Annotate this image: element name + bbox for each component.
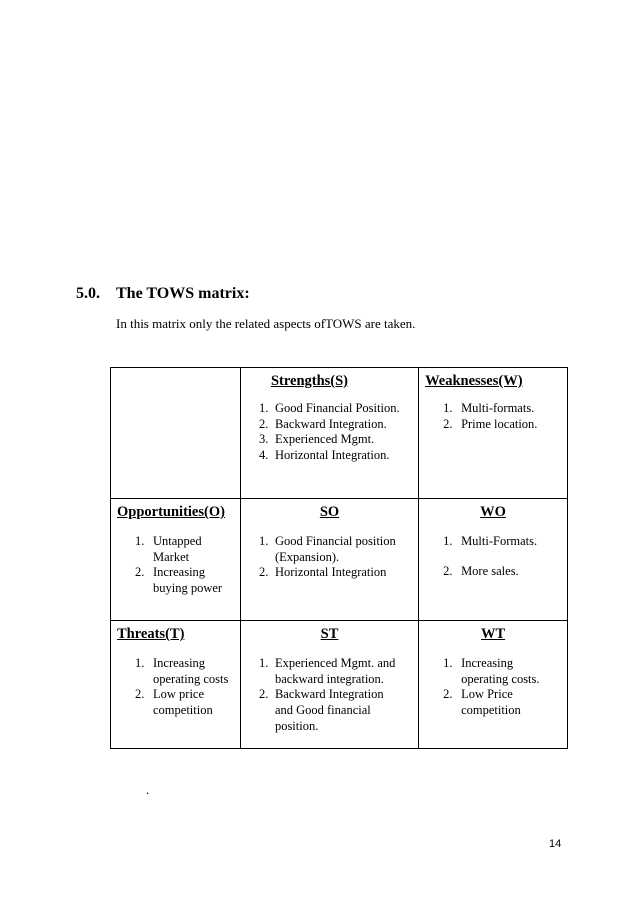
weaknesses-cell — [419, 368, 568, 499]
list-item: 1. Good Financial Position. — [258, 401, 400, 416]
section-number: 5.0. — [76, 285, 100, 302]
threats-cell — [111, 621, 241, 749]
matrix-row-opportunities — [111, 499, 568, 621]
list-item: 2. Low price competition — [135, 687, 213, 717]
stray-dot: . — [146, 782, 150, 797]
st-cell — [240, 621, 418, 749]
list-item: 4. Horizontal Integration. — [258, 448, 390, 462]
opportunities-header: Opportunities(O) — [117, 504, 225, 520]
wo-cell — [419, 499, 568, 621]
list-item: 2. Low Price competition — [443, 687, 521, 717]
list-item: 1. Good Financial position (Expansion). — [258, 534, 396, 564]
so-cell — [240, 499, 418, 621]
list-item: 1. Multi-formats. — [443, 401, 535, 416]
st-header: ST — [320, 626, 339, 642]
wo-header: WO — [480, 504, 506, 520]
strengths-cell — [240, 368, 418, 499]
list-item: 1. Experienced Mgmt. and backward integration. — [258, 656, 396, 686]
matrix-corner-cell — [111, 368, 241, 499]
opportunities-list — [111, 534, 240, 597]
list-item: 2. Horizontal Integration — [258, 565, 387, 580]
matrix-row-header — [111, 368, 568, 499]
list-item: 1. Increasing operating costs. — [443, 656, 540, 686]
wt-header: WT — [480, 626, 506, 642]
tows-matrix-table — [110, 367, 568, 749]
list-item: 3. Experienced Mgmt. — [258, 432, 375, 447]
list-item: 1. Multi-Formats. — [443, 534, 538, 549]
strengths-header: Strengths(S) — [270, 373, 349, 389]
list-item: 2. Backward Integration. — [258, 416, 387, 431]
threats-list — [111, 656, 240, 719]
weaknesses-header: Weaknesses(W) — [425, 373, 523, 389]
list-item: 1. Increasing operating costs — [135, 656, 229, 686]
so-list — [241, 534, 418, 581]
intro-text: In this matrix only the related aspects ofTOWS are taken. — [116, 316, 416, 331]
opportunities-cell — [111, 499, 241, 621]
st-list — [241, 656, 418, 734]
wt-list — [419, 656, 567, 719]
threats-header: Threats(T) — [117, 626, 185, 642]
strengths-list — [241, 401, 418, 464]
list-item: 1. Untapped Market — [135, 534, 202, 564]
wt-cell — [419, 621, 568, 749]
wo-list — [419, 534, 567, 579]
list-item: 2. Backward Integration and Good financial position. — [258, 687, 384, 733]
so-header: SO — [319, 504, 340, 520]
page-number: 14 — [549, 838, 562, 850]
matrix-row-threats — [111, 621, 568, 749]
list-item: 2. Increasing buying power — [135, 565, 223, 595]
section-heading — [76, 285, 250, 303]
list-item: 2. More sales. — [443, 563, 519, 578]
list-item: 2. Prime location. — [443, 416, 538, 431]
weaknesses-list — [419, 401, 567, 432]
section-title: The TOWS matrix: — [116, 285, 250, 302]
